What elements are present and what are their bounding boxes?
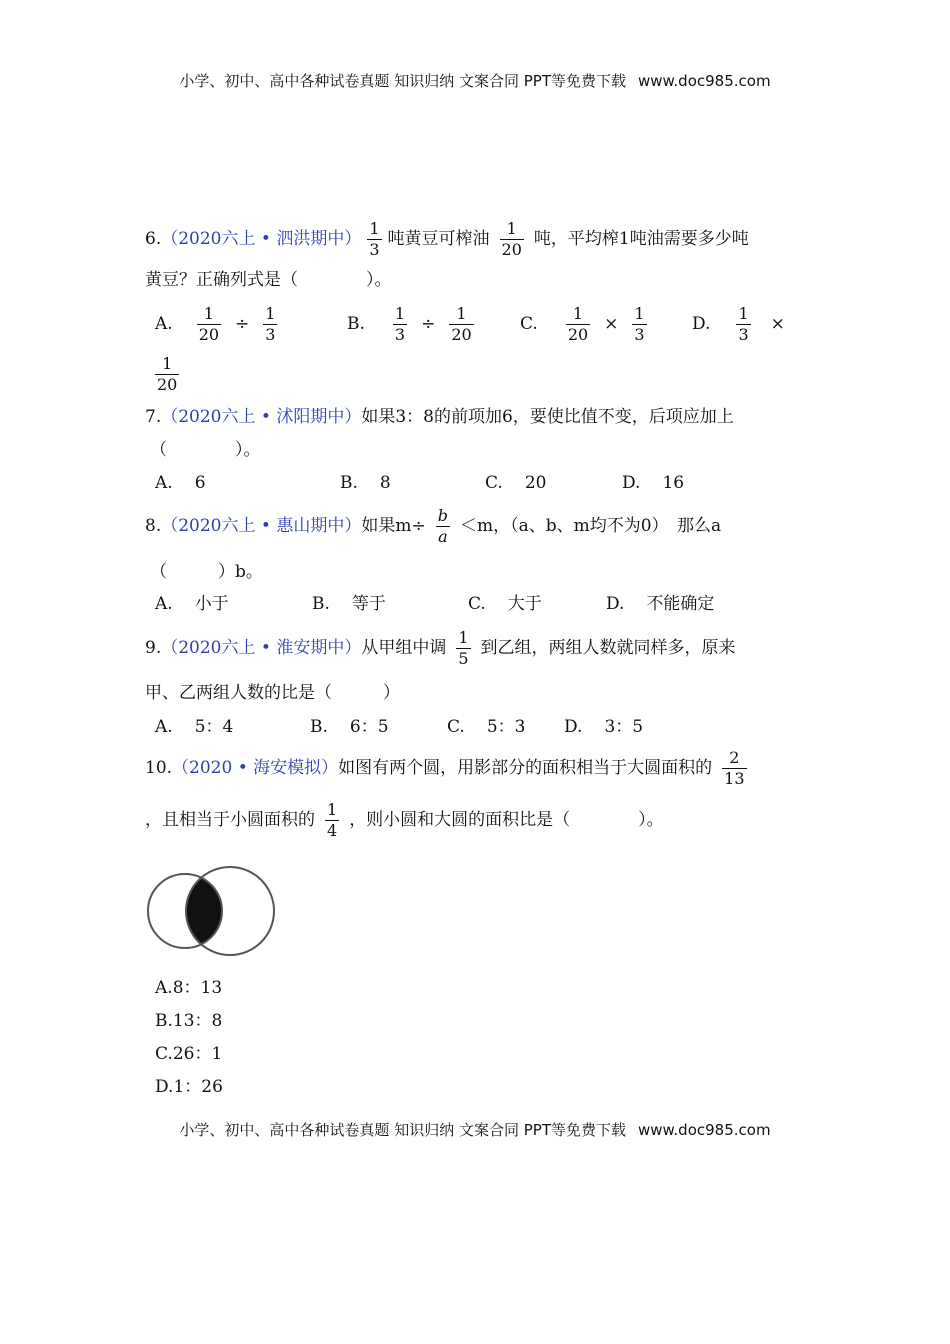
question-text: （ ）。 xyxy=(150,440,261,460)
fraction: $\frac{1}{3}$ xyxy=(634,304,645,344)
question-source: （2020六上 • 沭阳期中） xyxy=(161,407,362,427)
question-text: ，且相当于小圆面积的 xyxy=(145,810,315,830)
fraction: $\frac{1}{3}$ xyxy=(394,304,406,344)
fraction: $\frac{1}{20}$ xyxy=(157,354,178,394)
question-text: 吨黄豆可榨油 xyxy=(387,229,490,249)
option-7-b: B. 8 xyxy=(340,473,391,493)
operator: ÷ xyxy=(235,314,250,334)
option-6-d: D. $\frac{1}{3}$ × xyxy=(692,304,785,344)
question-source: （2020六上 • 泗洪期中） xyxy=(161,229,362,249)
fraction: $\frac{1}{3}$ xyxy=(369,219,380,259)
question-text: ，则小圆和大圆的面积比是（ ）。 xyxy=(349,810,664,830)
question-text: 吨，平均榨1吨油需要多少吨 xyxy=(533,229,749,249)
option-10-b: B. 13：8 xyxy=(155,1011,223,1031)
option-6-c: C. $\frac{1}{20}$ × $\frac{1}{3}$ xyxy=(520,304,645,344)
fraction: $\frac{2}{13}$ xyxy=(724,748,745,788)
question-number: 10. xyxy=(145,758,173,778)
option-9-c: C. 5：3 xyxy=(447,717,526,737)
option-9-b: B. 6：5 xyxy=(310,717,389,737)
question-number: 8. xyxy=(145,516,162,536)
option-6-b: B. $\frac{1}{3}$ ÷ $\frac{1}{20}$ xyxy=(347,304,472,344)
question-source: （2020六上 • 惠山期中） xyxy=(161,516,362,536)
question-text: （ ）b。 xyxy=(150,562,263,582)
option-10-c: C. 26：1 xyxy=(155,1044,223,1064)
fraction: $\frac{1}{3}$ xyxy=(738,304,749,344)
option-8-a: A. 小于 xyxy=(155,594,229,614)
operator: × xyxy=(770,314,785,334)
question-6-line-2 xyxy=(145,272,392,289)
question-text: 如果m÷ xyxy=(361,516,426,536)
footer-text: 小学、初中、高中各种试卷真题 知识归纳 文案合同 PPT等免费下载 xyxy=(179,1121,626,1139)
option-7-d: D. 16 xyxy=(622,473,685,493)
question-source: （2020 • 海安模拟） xyxy=(172,758,339,778)
question-number: 6. xyxy=(145,229,162,249)
fraction: $\frac{1}{20}$ xyxy=(567,304,589,344)
question-6-line-1 xyxy=(145,221,749,258)
option-6-a: A. $\frac{1}{20}$ ÷ $\frac{1}{3}$ xyxy=(155,304,276,344)
question-text: 黄豆？正确列式是（ ）。 xyxy=(145,270,392,290)
option-7-a: A. 6 xyxy=(155,473,206,493)
question-number: 7. xyxy=(145,407,162,427)
question-8-line-1 xyxy=(145,508,721,545)
question-text: 如果3：8的前项加6，要使比值不变，后项应加上 xyxy=(361,407,734,427)
operator: ÷ xyxy=(421,314,436,334)
question-text: 甲、乙两组人数的比是（ ） xyxy=(145,683,400,703)
question-number: 9. xyxy=(145,638,162,658)
question-10-line-2 xyxy=(145,802,664,839)
question-10-line-1 xyxy=(145,750,757,787)
question-text: 从甲组中调 xyxy=(361,638,447,658)
option-8-b: B. 等于 xyxy=(312,594,386,614)
question-7-line-2 xyxy=(150,442,261,459)
question-source: （2020六上 • 淮安期中） xyxy=(161,638,362,658)
question-text: 如图有两个圆，用影部分的面积相当于大圆面积的 xyxy=(338,758,713,778)
question-text: ＜m，（a、b、m均不为0） 那么a xyxy=(459,516,722,536)
fraction: $\frac{1}{3}$ xyxy=(265,304,276,344)
fraction: $\frac{1}{20}$ xyxy=(501,219,522,259)
header-url: www.doc985.com xyxy=(637,72,771,90)
footer-url: www.doc985.com xyxy=(637,1121,771,1139)
fraction: $\frac{1}{20}$ xyxy=(451,304,472,344)
question-9-line-2 xyxy=(145,685,400,702)
two-circles-figure xyxy=(143,866,283,962)
fraction: $\frac{1}{4}$ xyxy=(327,800,338,840)
question-8-line-2 xyxy=(150,564,263,581)
operator: × xyxy=(604,314,619,334)
question-7-line-1 xyxy=(145,409,734,426)
option-7-c: C. 20 xyxy=(485,473,547,493)
option-10-a: A. 8：13 xyxy=(155,978,223,998)
option-9-d: D. 3：5 xyxy=(564,717,644,737)
page-footer xyxy=(0,1119,950,1140)
option-8-c: C. 大于 xyxy=(468,594,542,614)
question-text: 到乙组，两组人数就同样多，原来 xyxy=(480,638,736,658)
fraction: $\frac{1}{20}$ xyxy=(198,304,220,344)
question-9-line-1 xyxy=(145,630,736,667)
option-9-a: A. 5：4 xyxy=(155,717,234,737)
option-6-d-continued xyxy=(149,356,185,393)
page-header xyxy=(0,70,950,91)
option-8-d: D. 不能确定 xyxy=(606,594,715,614)
fraction: $\frac{1}{5}$ xyxy=(458,628,469,668)
option-10-d: D. 1：26 xyxy=(155,1077,223,1097)
header-text: 小学、初中、高中各种试卷真题 知识归纳 文案合同 PPT等免费下载 xyxy=(179,72,626,90)
fraction: $\frac{b}{a}$ xyxy=(437,506,448,546)
